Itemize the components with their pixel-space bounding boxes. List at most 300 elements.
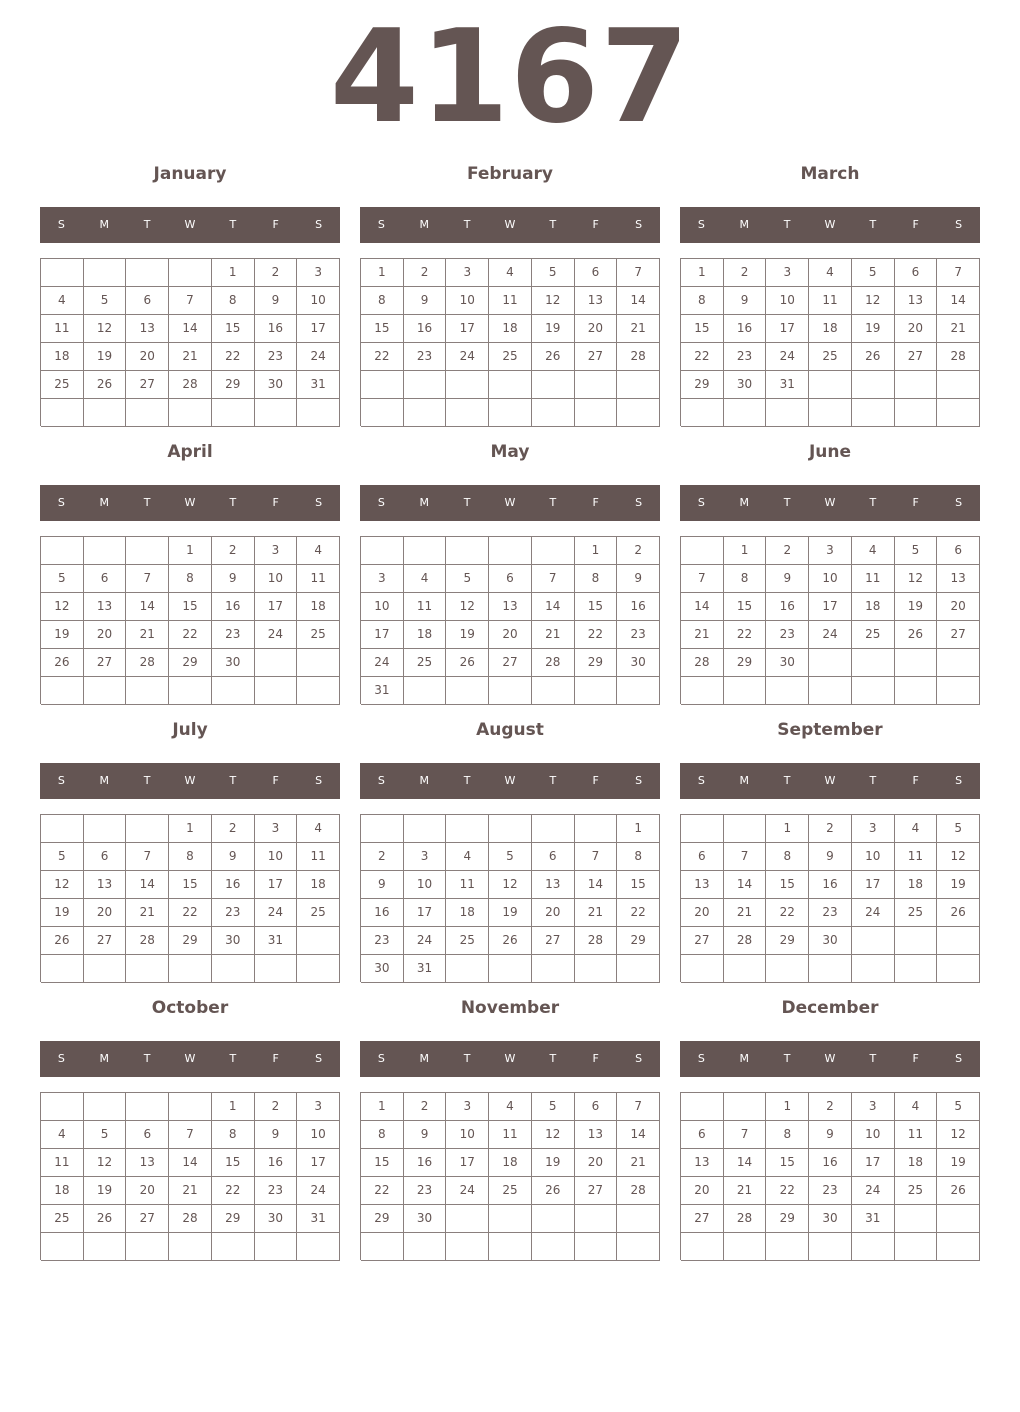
day-cell: 5	[84, 287, 127, 315]
day-cell: 19	[852, 315, 895, 343]
day-cell: 9	[255, 1121, 298, 1149]
day-cell: 14	[169, 315, 212, 343]
day-cell: 5	[446, 565, 489, 593]
day-cell	[852, 1233, 895, 1261]
day-cell: 1	[617, 815, 660, 843]
day-cell: 18	[489, 1149, 532, 1177]
day-cell: 10	[361, 593, 404, 621]
weekday-label: F	[592, 774, 599, 787]
weekday-label: S	[635, 218, 643, 231]
day-cell: 8	[361, 1121, 404, 1149]
day-grid	[360, 814, 660, 982]
weekday-label: M	[99, 218, 110, 231]
day-cell: 29	[575, 649, 618, 677]
weekday-label: T	[143, 1052, 151, 1065]
day-cell	[41, 955, 84, 983]
day-cell	[446, 1233, 489, 1261]
day-cell: 18	[809, 315, 852, 343]
weekday-label: T	[869, 218, 877, 231]
day-cell	[446, 815, 489, 843]
day-cell: 2	[617, 537, 660, 565]
day-cell: 28	[126, 927, 169, 955]
day-cell	[169, 1093, 212, 1121]
weekday-label: W	[824, 774, 836, 787]
weekday-label: S	[377, 218, 385, 231]
day-cell	[489, 399, 532, 427]
day-grid	[40, 1092, 340, 1260]
day-cell: 25	[895, 899, 938, 927]
day-cell: 18	[446, 899, 489, 927]
day-cell	[404, 677, 447, 705]
day-cell	[41, 537, 84, 565]
day-cell	[724, 955, 767, 983]
day-cell	[895, 649, 938, 677]
weekday-label: T	[143, 496, 151, 509]
day-cell: 2	[724, 259, 767, 287]
day-cell	[852, 927, 895, 955]
day-cell: 5	[489, 843, 532, 871]
day-cell	[895, 371, 938, 399]
day-cell	[361, 537, 404, 565]
day-cell: 19	[41, 621, 84, 649]
day-cell: 21	[169, 343, 212, 371]
day-cell: 29	[766, 927, 809, 955]
day-cell: 21	[724, 1177, 767, 1205]
day-cell	[361, 399, 404, 427]
day-cell: 17	[446, 1149, 489, 1177]
day-cell: 5	[84, 1121, 127, 1149]
day-cell	[681, 955, 724, 983]
weekday-label: T	[549, 774, 557, 787]
day-cell	[766, 677, 809, 705]
day-cell	[297, 649, 340, 677]
day-cell: 31	[361, 677, 404, 705]
weekday-label: T	[869, 496, 877, 509]
day-cell: 20	[84, 899, 127, 927]
day-cell: 17	[297, 315, 340, 343]
weekday-header	[360, 1041, 660, 1077]
day-cell: 26	[446, 649, 489, 677]
day-cell	[937, 399, 980, 427]
day-cell: 20	[489, 621, 532, 649]
day-cell: 9	[255, 287, 298, 315]
weekday-label: W	[504, 218, 516, 231]
day-cell: 11	[41, 315, 84, 343]
day-cell: 22	[212, 1177, 255, 1205]
day-cell	[446, 1205, 489, 1233]
day-cell: 4	[404, 565, 447, 593]
month-name: January	[153, 164, 227, 184]
weekday-label: T	[229, 218, 237, 231]
day-cell: 16	[255, 315, 298, 343]
weekday-header	[680, 1041, 980, 1077]
weekday-label: T	[229, 1052, 237, 1065]
day-cell: 16	[361, 899, 404, 927]
day-cell: 7	[937, 259, 980, 287]
day-cell: 1	[575, 537, 618, 565]
day-cell: 18	[41, 1177, 84, 1205]
weekday-label: M	[739, 774, 750, 787]
day-cell: 12	[937, 843, 980, 871]
day-cell	[41, 1233, 84, 1261]
day-cell	[766, 399, 809, 427]
day-cell: 24	[852, 899, 895, 927]
day-cell: 28	[169, 1205, 212, 1233]
day-cell: 15	[575, 593, 618, 621]
day-cell: 19	[446, 621, 489, 649]
day-cell: 26	[41, 649, 84, 677]
day-cell	[126, 399, 169, 427]
weekday-label: S	[315, 496, 323, 509]
day-cell: 21	[724, 899, 767, 927]
day-cell	[126, 259, 169, 287]
day-cell: 21	[617, 315, 660, 343]
day-cell: 8	[212, 287, 255, 315]
day-cell: 21	[681, 621, 724, 649]
day-cell: 7	[617, 1093, 660, 1121]
day-cell: 6	[681, 843, 724, 871]
weekday-label: T	[229, 496, 237, 509]
day-cell	[532, 815, 575, 843]
weekday-label: S	[635, 1052, 643, 1065]
weekday-header	[360, 763, 660, 799]
weekday-label: T	[869, 1052, 877, 1065]
day-cell: 15	[724, 593, 767, 621]
weekday-label: F	[272, 1052, 279, 1065]
day-cell: 27	[489, 649, 532, 677]
weekday-label: F	[912, 774, 919, 787]
day-cell: 2	[809, 1093, 852, 1121]
day-cell: 17	[255, 593, 298, 621]
day-cell: 25	[809, 343, 852, 371]
day-cell: 30	[404, 1205, 447, 1233]
day-cell: 12	[532, 287, 575, 315]
month-name: June	[808, 442, 852, 462]
weekday-label: F	[272, 218, 279, 231]
day-cell: 22	[724, 621, 767, 649]
day-cell: 15	[766, 1149, 809, 1177]
day-cell: 2	[255, 259, 298, 287]
day-cell: 23	[404, 343, 447, 371]
day-cell: 23	[404, 1177, 447, 1205]
day-cell: 24	[809, 621, 852, 649]
day-cell	[446, 371, 489, 399]
weekday-label: T	[869, 774, 877, 787]
weekday-label: F	[592, 218, 599, 231]
day-cell: 24	[766, 343, 809, 371]
day-grid	[40, 536, 340, 704]
day-cell: 23	[361, 927, 404, 955]
day-cell: 27	[681, 927, 724, 955]
day-cell: 4	[41, 1121, 84, 1149]
day-cell: 25	[41, 1205, 84, 1233]
day-cell: 7	[126, 565, 169, 593]
day-cell: 17	[255, 871, 298, 899]
day-cell: 9	[404, 1121, 447, 1149]
day-cell	[297, 927, 340, 955]
day-cell: 9	[809, 1121, 852, 1149]
day-cell: 20	[937, 593, 980, 621]
month-name: August	[476, 720, 544, 740]
day-cell	[361, 1233, 404, 1261]
weekday-label: S	[315, 1052, 323, 1065]
day-cell: 20	[895, 315, 938, 343]
day-cell: 3	[766, 259, 809, 287]
day-cell: 9	[766, 565, 809, 593]
day-cell: 2	[361, 843, 404, 871]
day-cell: 23	[212, 899, 255, 927]
day-cell	[41, 1093, 84, 1121]
day-cell: 25	[297, 621, 340, 649]
day-cell	[937, 677, 980, 705]
day-cell: 16	[724, 315, 767, 343]
day-cell: 31	[404, 955, 447, 983]
weekday-label: M	[99, 774, 110, 787]
weekday-label: T	[783, 496, 791, 509]
day-cell: 21	[532, 621, 575, 649]
day-cell: 12	[84, 1149, 127, 1177]
day-cell: 29	[212, 1205, 255, 1233]
day-cell: 10	[404, 871, 447, 899]
day-cell: 31	[852, 1205, 895, 1233]
day-cell: 3	[297, 259, 340, 287]
year-title: 4167	[329, 3, 691, 152]
day-cell: 9	[361, 871, 404, 899]
day-cell: 12	[446, 593, 489, 621]
day-cell: 10	[446, 287, 489, 315]
day-grid	[360, 536, 660, 704]
day-cell: 12	[41, 871, 84, 899]
day-cell	[532, 371, 575, 399]
day-cell: 18	[895, 871, 938, 899]
day-cell: 2	[212, 815, 255, 843]
day-cell	[404, 1233, 447, 1261]
day-cell: 30	[361, 955, 404, 983]
day-cell: 22	[766, 899, 809, 927]
weekday-header	[360, 485, 660, 521]
day-cell	[809, 399, 852, 427]
day-cell: 25	[489, 343, 532, 371]
day-cell: 24	[446, 343, 489, 371]
day-cell: 13	[84, 871, 127, 899]
weekday-label: M	[419, 1052, 430, 1065]
day-cell: 17	[297, 1149, 340, 1177]
day-cell: 22	[361, 1177, 404, 1205]
day-grid	[680, 814, 980, 982]
day-cell	[84, 815, 127, 843]
day-cell: 18	[297, 593, 340, 621]
day-cell: 7	[575, 843, 618, 871]
day-cell	[852, 399, 895, 427]
day-cell: 22	[361, 343, 404, 371]
day-cell: 6	[895, 259, 938, 287]
day-cell: 8	[361, 287, 404, 315]
day-cell: 19	[532, 1149, 575, 1177]
weekday-label: T	[463, 1052, 471, 1065]
weekday-label: S	[635, 774, 643, 787]
day-cell: 10	[446, 1121, 489, 1149]
day-cell: 21	[126, 899, 169, 927]
day-cell: 28	[724, 1205, 767, 1233]
day-cell: 21	[126, 621, 169, 649]
day-cell: 26	[489, 927, 532, 955]
day-cell	[809, 677, 852, 705]
day-cell: 1	[169, 815, 212, 843]
day-cell: 4	[297, 537, 340, 565]
weekday-label: F	[592, 496, 599, 509]
day-cell	[532, 955, 575, 983]
day-cell	[489, 677, 532, 705]
day-cell	[361, 371, 404, 399]
day-cell	[255, 649, 298, 677]
day-cell: 1	[724, 537, 767, 565]
day-cell	[895, 1233, 938, 1261]
day-cell	[212, 399, 255, 427]
day-cell	[532, 1205, 575, 1233]
day-cell: 11	[895, 1121, 938, 1149]
day-cell	[532, 1233, 575, 1261]
day-cell: 29	[617, 927, 660, 955]
day-cell: 5	[41, 565, 84, 593]
month-name: March	[800, 164, 860, 184]
day-cell: 16	[404, 1149, 447, 1177]
day-cell	[575, 815, 618, 843]
day-cell: 12	[489, 871, 532, 899]
day-cell	[126, 815, 169, 843]
day-cell: 30	[212, 649, 255, 677]
day-cell: 16	[212, 593, 255, 621]
day-cell: 13	[681, 1149, 724, 1177]
day-cell	[766, 1233, 809, 1261]
day-cell: 13	[126, 1149, 169, 1177]
day-cell	[681, 677, 724, 705]
day-cell: 15	[617, 871, 660, 899]
day-cell: 6	[489, 565, 532, 593]
day-cell: 6	[84, 565, 127, 593]
day-cell: 22	[169, 899, 212, 927]
day-cell: 28	[532, 649, 575, 677]
weekday-label: M	[739, 496, 750, 509]
day-cell: 5	[895, 537, 938, 565]
weekday-label: W	[184, 774, 196, 787]
day-cell	[852, 649, 895, 677]
day-cell	[446, 677, 489, 705]
day-cell	[724, 815, 767, 843]
day-cell: 24	[255, 899, 298, 927]
month-name: April	[167, 442, 213, 462]
day-cell	[212, 955, 255, 983]
day-cell: 15	[361, 1149, 404, 1177]
day-cell	[126, 677, 169, 705]
day-cell: 8	[681, 287, 724, 315]
day-cell: 6	[575, 259, 618, 287]
day-cell: 15	[169, 593, 212, 621]
day-cell: 16	[212, 871, 255, 899]
day-cell: 17	[852, 871, 895, 899]
day-grid	[680, 258, 980, 426]
day-cell: 20	[532, 899, 575, 927]
day-cell: 1	[766, 1093, 809, 1121]
day-cell	[255, 955, 298, 983]
day-cell: 4	[895, 1093, 938, 1121]
day-cell: 26	[41, 927, 84, 955]
day-cell: 1	[361, 259, 404, 287]
day-cell: 30	[617, 649, 660, 677]
day-cell: 7	[617, 259, 660, 287]
weekday-label: S	[57, 496, 65, 509]
day-cell: 19	[84, 343, 127, 371]
day-cell	[404, 537, 447, 565]
weekday-label: S	[955, 1052, 963, 1065]
weekday-label: S	[697, 774, 705, 787]
weekday-label: T	[549, 496, 557, 509]
day-cell	[255, 1233, 298, 1261]
day-cell: 4	[809, 259, 852, 287]
weekday-label: T	[783, 774, 791, 787]
day-cell: 8	[724, 565, 767, 593]
day-cell: 6	[681, 1121, 724, 1149]
day-cell: 8	[169, 565, 212, 593]
weekday-label: F	[912, 1052, 919, 1065]
weekday-label: S	[697, 496, 705, 509]
day-cell: 9	[724, 287, 767, 315]
day-cell	[255, 677, 298, 705]
day-cell: 7	[724, 843, 767, 871]
day-cell: 22	[766, 1177, 809, 1205]
day-cell: 11	[809, 287, 852, 315]
day-cell	[809, 371, 852, 399]
day-cell	[169, 399, 212, 427]
day-cell: 10	[255, 843, 298, 871]
weekday-header	[680, 485, 980, 521]
weekday-label: S	[635, 496, 643, 509]
day-cell: 1	[681, 259, 724, 287]
day-cell: 10	[255, 565, 298, 593]
day-cell: 11	[297, 843, 340, 871]
day-cell: 14	[724, 871, 767, 899]
day-cell: 18	[404, 621, 447, 649]
day-cell	[41, 259, 84, 287]
day-cell: 10	[297, 287, 340, 315]
day-cell: 17	[852, 1149, 895, 1177]
day-cell	[617, 1233, 660, 1261]
day-cell: 29	[169, 927, 212, 955]
day-cell: 1	[169, 537, 212, 565]
day-cell: 28	[169, 371, 212, 399]
weekday-label: F	[272, 496, 279, 509]
day-cell: 2	[404, 259, 447, 287]
weekday-label: M	[419, 774, 430, 787]
day-cell: 20	[575, 1149, 618, 1177]
day-cell	[41, 677, 84, 705]
day-cell: 14	[126, 871, 169, 899]
day-cell: 13	[532, 871, 575, 899]
day-cell: 7	[126, 843, 169, 871]
weekday-label: S	[955, 218, 963, 231]
day-cell	[297, 677, 340, 705]
day-cell: 26	[895, 621, 938, 649]
day-cell: 11	[404, 593, 447, 621]
day-cell: 14	[126, 593, 169, 621]
day-cell	[809, 1233, 852, 1261]
day-cell	[532, 677, 575, 705]
day-cell: 7	[169, 287, 212, 315]
day-cell: 24	[255, 621, 298, 649]
weekday-label: S	[697, 218, 705, 231]
weekday-label: M	[739, 218, 750, 231]
day-cell: 4	[489, 259, 532, 287]
day-cell: 1	[766, 815, 809, 843]
